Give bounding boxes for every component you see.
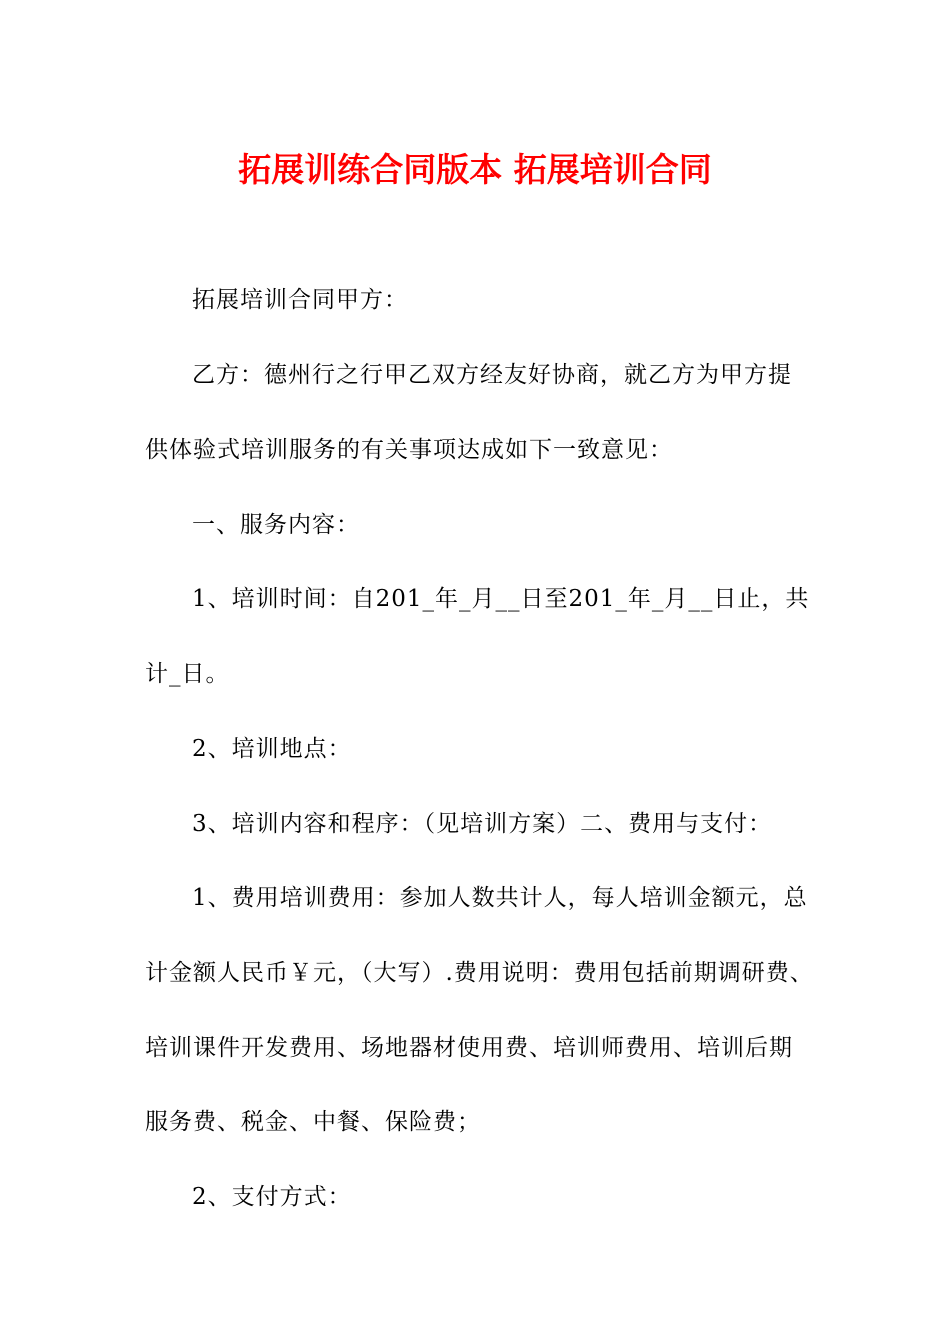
paragraph-line: 计_日。 [145,661,230,687]
paragraph-line: 供体验式培训服务的有关事项达成如下一致意见： [145,437,673,463]
fee-line: 1、费用培训费用：参加人数共计人，每人培训金额元，总 [192,885,808,911]
training-location-line: 2、培训地点： [192,736,352,762]
training-content-line: 3、培训内容和程序：（见培训方案）二、费用与支付： [192,811,773,837]
document-title: 拓展训练合同版本 拓展培训合同 [238,150,712,189]
training-time-line: 1、培训时间：自201_年_月__日至201_年_月__日止，共 [192,586,810,612]
payment-method-line: 2、支付方式： [192,1184,352,1210]
paragraph-line: 计金额人民币￥元，（大写）.费用说明：费用包括前期调研费、 [145,960,814,986]
party-b-line: 乙方：德州行之行甲乙双方经友好协商，就乙方为甲方提 [192,362,792,388]
section-heading-service: 一、服务内容： [192,512,360,538]
paragraph-line: 培训课件开发费用、场地器材使用费、培训师费用、培训后期 [145,1035,793,1061]
paragraph-line: 服务费、税金、中餐、保险费； [145,1109,481,1135]
party-a-line: 拓展培训合同甲方： [192,287,408,313]
